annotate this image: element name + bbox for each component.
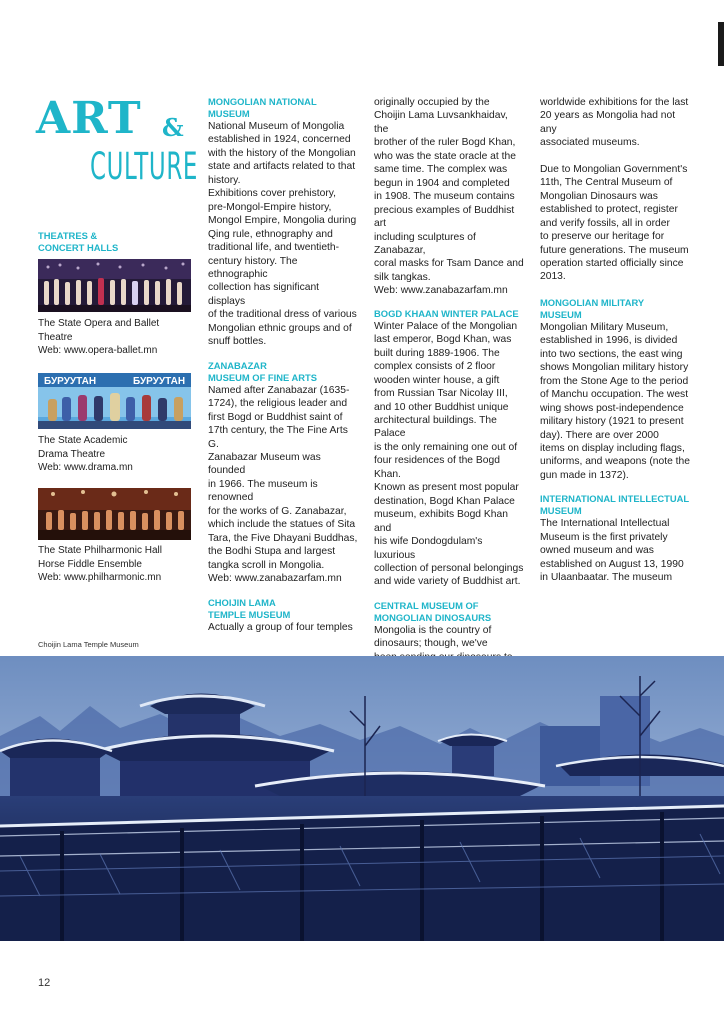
philharmonic-caption	[38, 544, 198, 585]
title-ampersand: &	[162, 113, 184, 142]
text-line: Tara, the Five Dhayani Buddhas,	[208, 532, 358, 544]
text-line: and 10 other Buddhist unique	[374, 401, 509, 413]
text-line: century history. The ethnographic	[208, 255, 298, 280]
sidebar-heading-line1: THEATRES &	[38, 230, 98, 241]
intellectual-heading-line2: MUSEUM	[540, 505, 582, 517]
national-museum-heading-line1: MONGOLIAN NATIONAL	[208, 96, 317, 107]
temple-photo	[0, 656, 724, 941]
drama-theatre-caption	[38, 434, 198, 475]
text-line: 1724), the religious leader and	[208, 398, 348, 410]
text-line: gun made in 1372).	[540, 469, 629, 481]
text-line: dinosaurs; though, we've	[374, 638, 488, 650]
text-line: in 1908. The museum contains	[374, 191, 515, 203]
intellectual-body	[540, 517, 690, 584]
text-line: Museum is the first privately	[540, 531, 668, 543]
drama-theatre-photo	[38, 373, 191, 429]
text-line: architectural buildings. The Palace	[374, 414, 497, 440]
text-line: his wife Dondogdulam's luxurious	[374, 536, 483, 561]
text-line: built during 1889-1906. The	[374, 347, 500, 359]
text-line: in Ulaanbaatar. The museum	[540, 572, 673, 584]
text-line: same time. The complex was	[374, 164, 508, 176]
text-line: the Bodhi Stupa and largest	[208, 546, 336, 558]
drama-banner-text: БУРУУТАН	[44, 376, 97, 387]
page-edge-marker	[718, 22, 724, 66]
drama-theatre-web: Web: www.drama.mn	[38, 462, 133, 473]
text-line: state and artifacts related to that	[208, 161, 356, 173]
text-line: which include the statues of Sita	[208, 519, 356, 531]
text-line: future generations. The museum	[540, 244, 689, 256]
text-line: of the traditional dress of various	[208, 309, 357, 321]
text-line: into two sections, the east wing	[540, 348, 683, 360]
text-line: Winter Palace of the Mongolian	[374, 320, 518, 332]
drama-theatre-name-line2: Drama Theatre	[38, 448, 106, 460]
text-line: shows Mongolian military history	[540, 362, 689, 374]
dinosaurs-body-continued	[540, 96, 690, 150]
text-line: and wide variety of Buddhist art.	[374, 576, 521, 588]
text-line: museum, exhibits Bogd Khan and	[374, 509, 508, 534]
intellectual-heading-line1: INTERNATIONAL INTELLECTUAL	[540, 493, 690, 505]
text-line: Mongolian Dinosaurs was	[540, 190, 658, 202]
text-line: Mongolian Military Museum,	[540, 321, 669, 333]
text-line: National Museum of Mongolia	[208, 121, 345, 132]
column-1	[208, 96, 358, 634]
text-line: Due to Mongolian Government's	[540, 163, 688, 175]
text-line: Mongol Empire, Mongolia during	[208, 215, 357, 227]
intellectual-heading	[540, 493, 690, 517]
opera-ballet-web: Web: www.opera-ballet.mn	[38, 345, 158, 356]
title-art: ART	[36, 93, 142, 144]
bogd-khaan-body	[374, 320, 524, 589]
philharmonic-name-line2: Horse Fiddle Ensemble	[38, 558, 142, 570]
national-museum-heading-line2: MUSEUM	[208, 108, 250, 119]
text-line: to preserve our heritage for	[540, 231, 665, 243]
text-line: including sculptures of Zanabazar,	[374, 231, 476, 256]
text-line: worldwide exhibitions for the last	[540, 97, 689, 108]
text-line: 2013.	[540, 271, 566, 283]
military-heading-line1: MONGOLIAN MILITARY	[540, 296, 645, 308]
dinosaurs-body-paragraph-2	[540, 163, 690, 284]
military-heading-line2: MUSEUM	[540, 308, 582, 320]
text-line: established in 1996, is divided	[540, 335, 678, 347]
text-line: brother of the ruler Bogd Khan,	[374, 137, 516, 149]
text-line: from Russian Tsar Nicolay III,	[374, 388, 508, 400]
text-line: collection of personal belongings	[374, 562, 524, 574]
text-line: established on August 13, 1990	[540, 558, 684, 570]
text-line: first Bogd or Buddhist saint of	[208, 411, 343, 423]
text-line: items on display including flags,	[540, 442, 685, 454]
column-3	[540, 96, 690, 585]
text-line: for the works of G. Zanabazar,	[208, 505, 347, 517]
text-line: and verify fossils, all in order	[540, 217, 670, 229]
text-line: silk tangkas.	[374, 271, 431, 283]
photo-caption: Choijin Lama Temple Museum	[38, 640, 139, 649]
text-line: tangka scroll in Mongolia.	[208, 559, 325, 571]
national-museum-body	[208, 120, 358, 349]
dinosaurs-heading-line1: CENTRAL MUSEUM OF	[374, 599, 479, 611]
text-line: begun in 1904 and completed	[374, 177, 510, 189]
text-line: Mongolian ethnic groups and of	[208, 322, 352, 334]
text-line: wooden winter house, a gift	[374, 374, 500, 386]
text-line: who was the state oracle at the	[374, 150, 516, 162]
text-line: The International Intellectual	[540, 518, 670, 530]
text-line: 11th, The Central Museum of	[540, 177, 673, 189]
text-line: Actually a group of four temples	[208, 621, 353, 633]
opera-ballet-name-line1: The State Opera and Ballet	[38, 318, 160, 329]
text-line: uniforms, and weapons (note the	[540, 456, 690, 468]
text-line: coral masks for Tsam Dance and	[374, 258, 524, 270]
zanabazar-heading-line1: ZANABAZAR	[208, 359, 267, 371]
text-line: Web: www.zanabazarfam.mn	[208, 573, 342, 585]
opera-ballet-name-line2: Theatre	[38, 331, 73, 343]
text-line: Zanabazar Museum was founded	[208, 451, 321, 477]
text-line: last emperor, Bogd Khan, was	[374, 334, 512, 346]
dinosaurs-heading	[374, 600, 524, 624]
text-line: military history (1921 to present	[540, 416, 684, 428]
title-culture: CULTURE	[90, 145, 199, 188]
philharmonic-photo	[38, 488, 191, 540]
choijin-heading	[208, 597, 358, 621]
text-line: Mongolia is the country of	[374, 624, 492, 636]
text-line: collection has significant displays	[208, 282, 320, 307]
drama-theatre-name-line1: The State Academic	[38, 435, 128, 446]
sidebar-heading-line2: CONCERT HALLS	[38, 242, 119, 253]
text-line: pre-Mongol-Empire history,	[208, 201, 332, 213]
text-line: with the history of the Mongolian	[208, 147, 356, 159]
text-line: day). There are over 2000	[540, 429, 659, 441]
zanabazar-heading	[208, 360, 358, 384]
zanabazar-body	[208, 384, 358, 586]
text-line: destination, Bogd Khan Palace	[374, 495, 515, 507]
text-line: established in 1924, concerned	[208, 134, 351, 146]
text-line: four residences of the Bogd Khan.	[374, 455, 500, 480]
text-line: 17th century, the The Fine Arts G.	[208, 425, 348, 450]
national-museum-heading	[208, 96, 358, 120]
text-line: of Manchu occupation. The west	[540, 389, 689, 401]
text-line: snuff bottles.	[208, 336, 267, 348]
text-line: associated museums.	[540, 137, 640, 149]
text-line: traditional life, and twentieth-	[208, 242, 340, 254]
opera-ballet-photo	[38, 259, 191, 312]
military-body	[540, 321, 690, 482]
text-line: in 1966. The museum is renowned	[208, 478, 318, 504]
text-line: operation started officially since	[540, 257, 684, 269]
philharmonic-name-line1: The State Philharmonic Hall	[38, 545, 162, 556]
sidebar-heading	[38, 230, 188, 254]
choijin-heading-line1: CHOIJIN LAMA	[208, 596, 276, 608]
choijin-heading-line2: TEMPLE MUSEUM	[208, 608, 291, 620]
bogd-khaan-heading: BOGD KHAAN WINTER PALACE	[374, 307, 519, 319]
drama-banner-text-2: БУРУУТАН	[133, 376, 186, 387]
opera-ballet-caption	[38, 317, 198, 358]
text-line: precious examples of Buddhist art	[374, 204, 515, 230]
text-line: Named after Zanabazar (1635-	[208, 384, 350, 396]
text-line: established to protect, register	[540, 204, 678, 216]
military-heading	[540, 297, 690, 321]
text-line: is the only remaining one out of	[374, 441, 518, 453]
text-line: complex consists of 2 floor	[374, 361, 496, 373]
philharmonic-web: Web: www.philharmonic.mn	[38, 572, 162, 583]
page-number: 12	[38, 977, 51, 989]
text-line: Qing rule, ethnography and	[208, 228, 333, 240]
column-2	[374, 96, 524, 664]
text-line: wing shows post-independence	[540, 402, 684, 414]
text-line: owned museum and was	[540, 545, 654, 557]
text-line: Choijin Lama Luvsankhaidav, the	[374, 110, 508, 135]
text-line: Known as present most popular	[374, 482, 519, 494]
text-line: Exhibitions cover prehistory,	[208, 188, 337, 200]
text-line: Web: www.zanabazarfam.mn	[374, 285, 508, 297]
text-line: 20 years as Mongolia had not any	[540, 110, 676, 135]
dinosaurs-heading-line2: MONGOLIAN DINOSAURS	[374, 611, 492, 623]
text-line: from the Stone Age to the period	[540, 375, 689, 387]
choijin-body-continued	[374, 96, 524, 298]
text-line: originally occupied by the	[374, 97, 490, 108]
zanabazar-heading-line2: MUSEUM OF FINE ARTS	[208, 371, 318, 383]
text-line: history.	[208, 174, 241, 186]
choijin-body	[208, 621, 358, 634]
